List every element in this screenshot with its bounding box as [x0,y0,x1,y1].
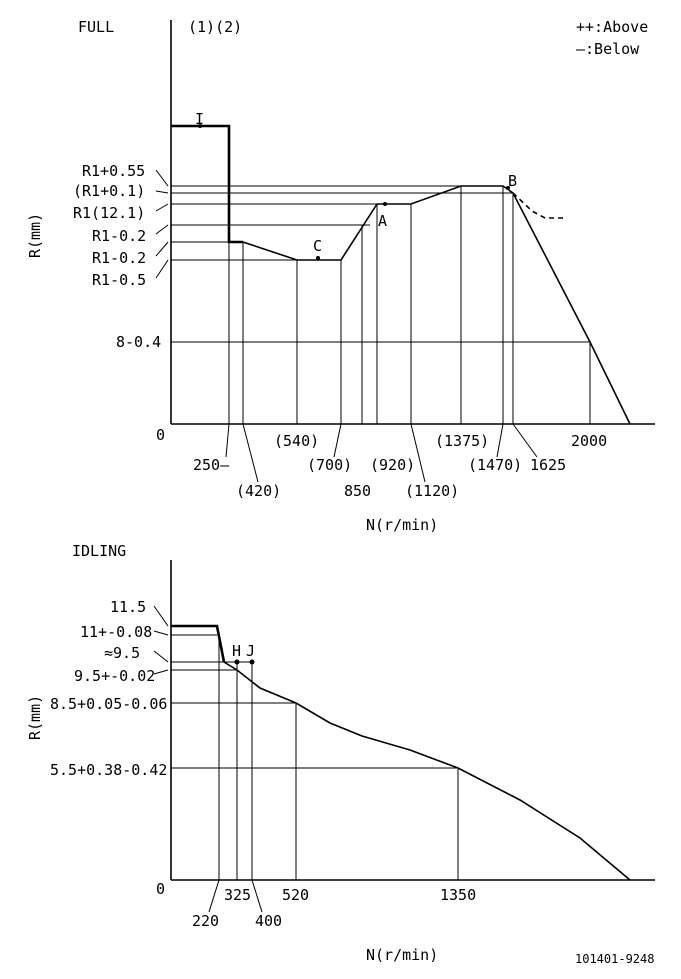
idling-point-j-dot [250,660,255,665]
full-leader-r1-minus-05 [156,260,168,278]
full-xlabel-1470: (1470) [468,456,523,474]
full-point-c: C [313,237,323,255]
idling-origin: 0 [156,880,166,898]
full-leader-1470 [497,424,503,457]
full-xlabel-2000: 2000 [571,432,608,450]
full-leader-r1-plus-01 [156,191,168,193]
idling-point-h: H [232,642,242,660]
idling-xlabel-520: 520 [282,886,310,904]
full-ylabel-r1-121: R1(12.1) [73,204,146,222]
full-point-b: B [508,172,518,190]
full-below-dashed [513,193,563,218]
idling-ylabel-approx-9-5: ≈9.5 [104,644,141,662]
full-leader-r1-plus-055 [156,170,168,186]
full-xlabel: N(r/min) [366,516,439,534]
full-xlabel-1120: (1120) [405,482,460,500]
full-leader-r1-minus-02b [156,242,168,256]
idling-leader-11-5 [154,606,168,626]
full-point-i: I [195,110,205,128]
full-ylabel-r1-plus-055: R1+0.55 [82,162,146,180]
full-leader-420 [243,424,258,482]
idling-ylabel-11: 11+-0.08 [80,623,153,641]
full-xlabel-700: (700) [307,456,353,474]
full-xlabel-850: 850 [344,482,372,500]
idling-leader-9-5 [154,670,168,674]
full-ylabel-r1-minus-02b: R1-0.2 [92,249,147,267]
idling-ylabel-8-5: 8.5+0.05-0.06 [50,695,168,713]
full-leader-250 [226,424,229,457]
idling-leader-220 [209,880,219,912]
idling-leader-11 [154,631,168,635]
full-ylabel-8-minus-04: 8-0.4 [116,333,162,351]
full-ylabel: R(mm) [26,212,44,258]
full-governor-curve [243,186,630,424]
full-origin: 0 [156,426,166,444]
idling-point-j: J [246,642,256,660]
idling-chart [26,542,655,964]
full-leader-700 [334,424,341,457]
full-leader-r1-minus-02a [156,225,168,234]
idling-xlabel-400: 400 [255,912,283,930]
full-ylabel-r1-plus-01: (R1+0.1) [73,182,146,200]
legend-above: ++:Above [576,18,649,36]
idling-start-curve [171,626,224,662]
full-ylabel-r1-minus-05: R1-0.5 [92,271,147,289]
full-ylabel-r1-minus-02a: R1-0.2 [92,227,147,245]
full-xlabel-420: (420) [236,482,282,500]
full-point-a-dot [383,202,387,206]
idling-ylabel-9-5: 9.5+-0.02 [74,667,156,685]
idling-leader-approx-9-5 [154,651,168,662]
full-xlabel-250: 250— [193,456,230,474]
full-point-c-dot [316,256,320,260]
full-xlabel-920: (920) [370,456,416,474]
idling-ylabel-11-5: 11.5 [110,598,147,616]
idling-title: IDLING [72,542,127,560]
idling-leader-400 [252,880,262,912]
full-xlabel-1625: 1625 [530,456,567,474]
legend-below: —:Below [576,40,640,58]
idling-governor-curve [224,662,630,880]
idling-xlabel-220: 220 [192,912,220,930]
full-title: FULL [78,18,115,36]
full-chart [26,18,655,534]
full-note: (1)(2) [188,18,243,36]
full-leader-r1-121 [156,204,168,211]
full-xlabel-1375: (1375) [435,432,490,450]
full-leader-1625 [513,424,537,457]
full-xlabel-540: (540) [274,432,320,450]
idling-xlabel-325: 325 [224,886,252,904]
idling-point-h-dot [235,660,240,665]
drawing-code: 101401-9248 [575,952,655,966]
idling-xlabel-1350: 1350 [440,886,477,904]
idling-xlabel: N(r/min) [366,946,439,964]
idling-ylabel: R(mm) [26,694,44,740]
idling-ylabel-5-5: 5.5+0.38-0.42 [50,761,168,779]
full-point-a: A [378,212,388,230]
